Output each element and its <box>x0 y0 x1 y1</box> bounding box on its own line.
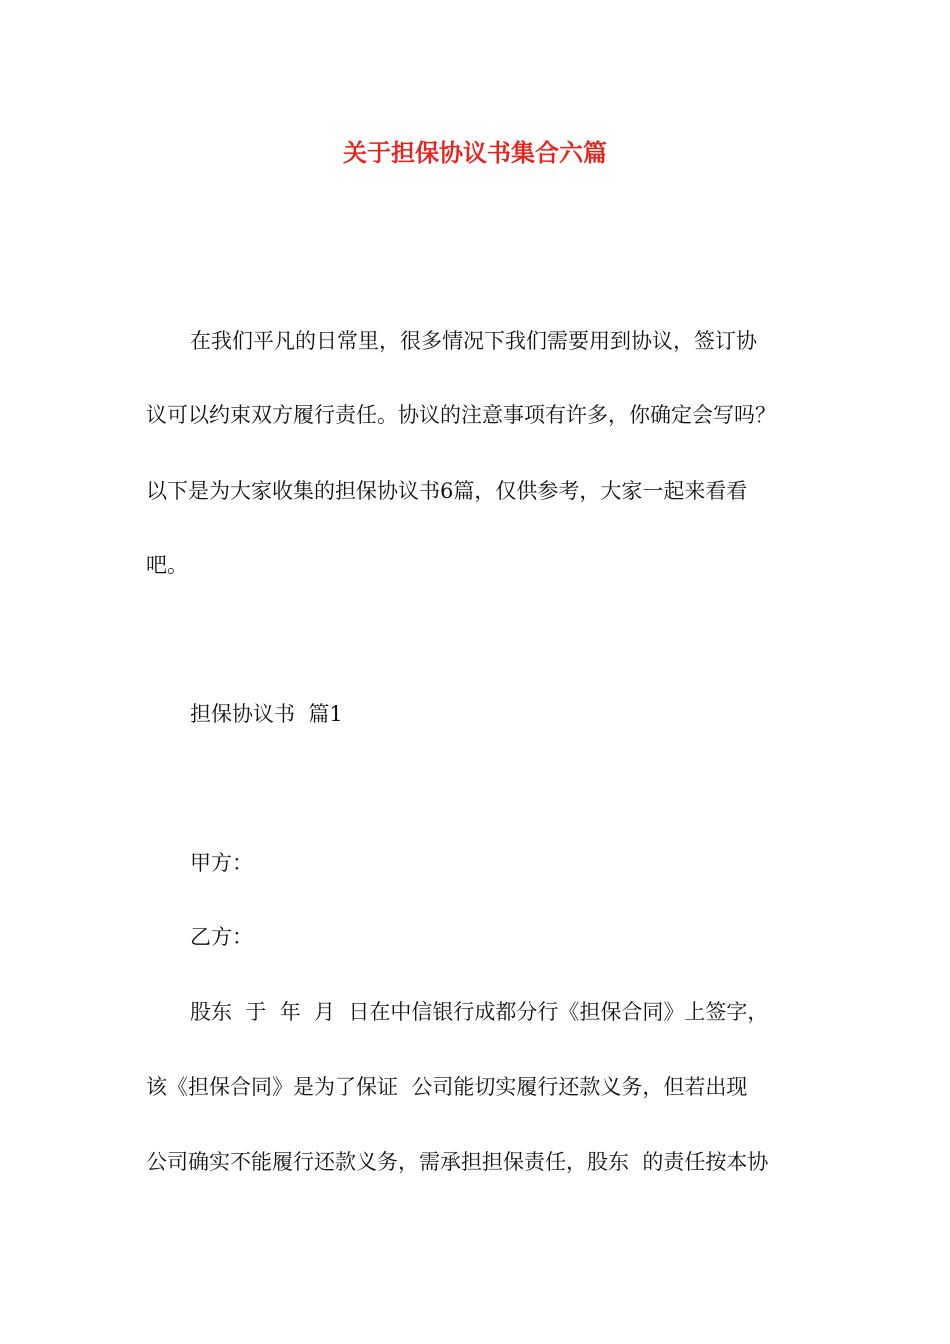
intro-line-2: 议可以约束双方履行责任。协议的注意事项有许多，你确定会写吗？ <box>146 403 776 427</box>
intro-line-4: 吧。 <box>146 553 188 577</box>
body-line-3: 公司确实不能履行还款义务，需承担担保责任，股东 的责任按本协 <box>146 1150 769 1174</box>
section-heading: 担保协议书 篇1 <box>190 702 343 726</box>
party-b-label: 乙方： <box>190 925 253 949</box>
body-line-1: 股东 于 年 月 日在中信银行成都分行《担保合同》上签字， <box>190 1000 769 1024</box>
intro-line-1: 在我们平凡的日常里，很多情况下我们需要用到协议，签订协 <box>190 329 757 353</box>
party-a-label: 甲方： <box>190 851 253 875</box>
intro-line-3: 以下是为大家收集的担保协议书6篇，仅供参考，大家一起来看看 <box>146 479 748 503</box>
body-line-2: 该《担保合同》是为了保证 公司能切实履行还款义务，但若出现 <box>146 1075 748 1099</box>
document-title: 关于担保协议书集合六篇 <box>343 138 607 167</box>
